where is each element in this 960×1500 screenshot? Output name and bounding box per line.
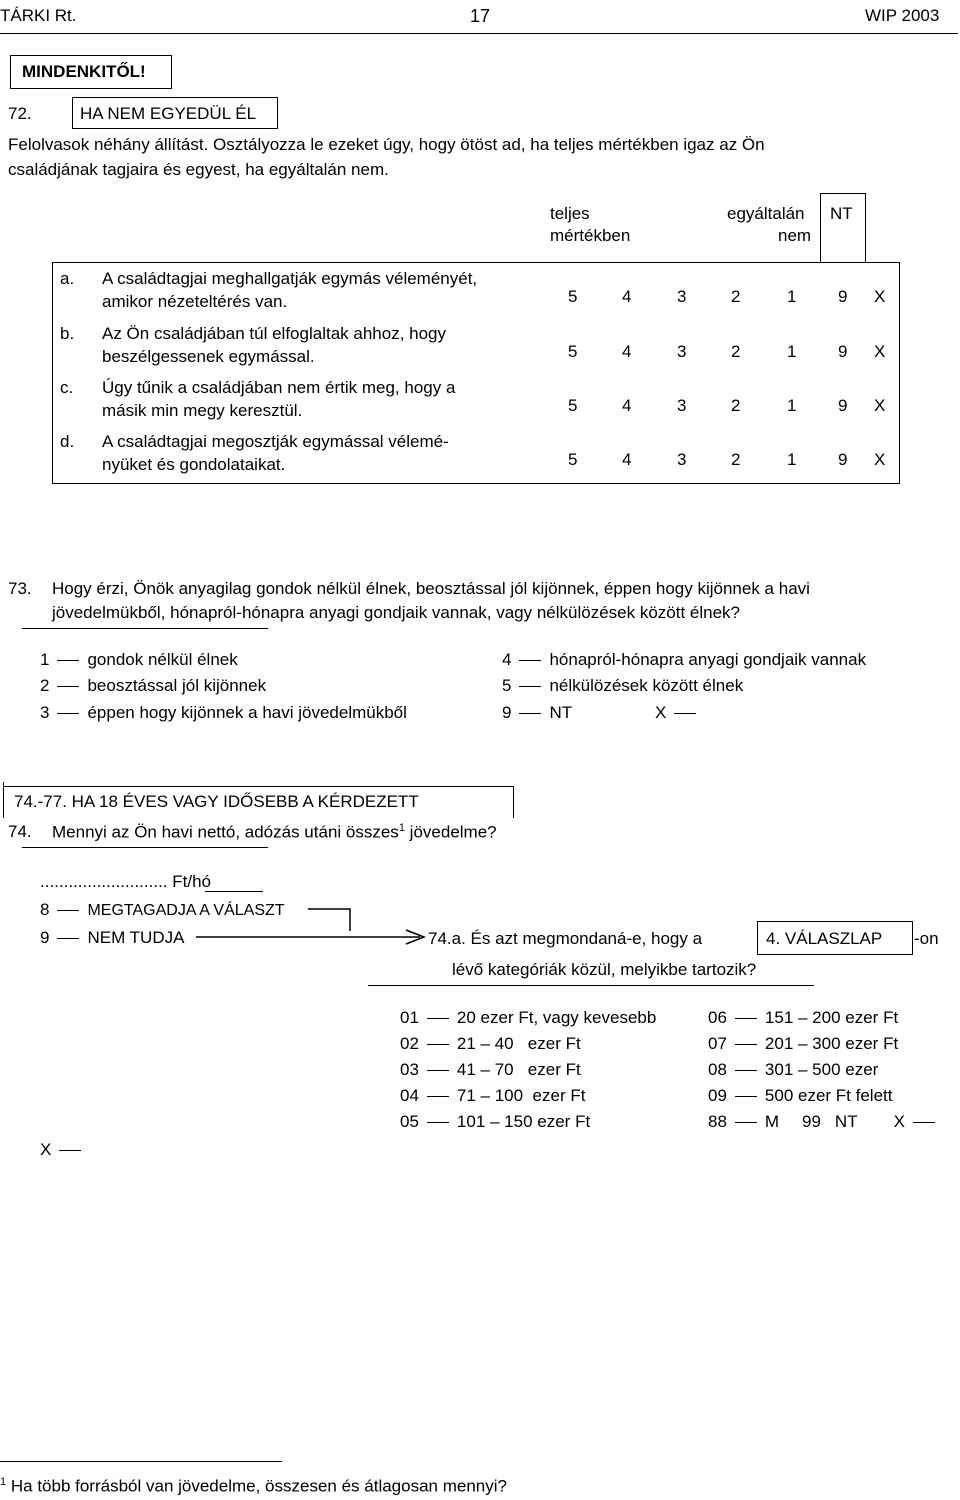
q74-category-code: 09 <box>708 1086 727 1105</box>
q72-answer-code: 4 <box>622 287 632 306</box>
q74-category-code: 03 <box>400 1060 419 1079</box>
q74-category-code: 01 <box>400 1008 419 1027</box>
page-number: 17 <box>470 6 491 26</box>
q74-category-dash <box>735 1018 757 1019</box>
q74-opt8-code: 8 <box>40 900 50 919</box>
q74-category-label: M <box>764 1112 780 1131</box>
q74-category-dash <box>735 1122 757 1123</box>
q74-cat-nt: NT <box>834 1112 858 1131</box>
q72-item-letter: b. <box>60 324 75 343</box>
q74-category <box>400 1034 581 1054</box>
q72-answer-code: 1 <box>787 396 797 415</box>
q72-answer-code: 9 <box>838 342 848 361</box>
scale-right-label-2: nem <box>778 226 812 245</box>
q74-question-end: jövedelme? <box>409 822 497 842</box>
q72-answer-code: 5 <box>568 287 578 306</box>
q74-category-label: 20 ezer Ft, vagy kevesebb <box>456 1008 657 1027</box>
q74a-underline <box>368 985 814 986</box>
q74-opt9-label: NEM TUDJA <box>87 928 185 947</box>
q72-answer-code: X <box>874 396 886 415</box>
q73-line1: Hogy érzi, Önök anyagilag gondok nélkül élnek, beosztással jól kijönnek, éppen hogy kijönnek a havi <box>52 579 810 598</box>
q74-cat-x-dash <box>913 1122 935 1123</box>
q72-item-text-line1: A családtagjai megosztják egymással vélemé- <box>102 432 449 451</box>
footnote-text: Ha több forrásból van jövedelme, összesen és átlagosan mennyi? <box>10 1476 507 1496</box>
q74-opt9-code: 9 <box>40 928 50 947</box>
q74-x-label: X <box>40 1140 52 1159</box>
q72-item-letter: d. <box>60 432 75 451</box>
q73-line2: jövedelmükből, hónapról-hónapra anyagi gondjaik vannak, vagy nélkülözések között élnek? <box>52 603 741 622</box>
footnote-rule <box>0 1461 282 1462</box>
q74-category-label: 500 ezer Ft felett <box>764 1086 893 1105</box>
q74-number: 74. <box>8 822 32 841</box>
q72-item-text-line2: nyüket és gondolataikat. <box>102 455 286 474</box>
q73-option-code: 3 <box>40 703 50 722</box>
q72-answer-code: X <box>874 450 886 469</box>
q74-category-dash <box>427 1070 449 1071</box>
q73-option-code: 2 <box>40 676 50 695</box>
q72-answer-code: 1 <box>787 450 797 469</box>
q74-category-label: 71 – 100 ezer Ft <box>456 1086 586 1105</box>
q74a-card-label: 4. VÁLASZLAP <box>766 929 883 948</box>
q74-category-dash <box>427 1044 449 1045</box>
q72-answer-code: 2 <box>731 342 741 361</box>
q74-category-dash <box>735 1096 757 1097</box>
q74-category-code: 08 <box>708 1060 727 1079</box>
q72-item-letter: a. <box>60 269 75 288</box>
q74-amount-blank: ........................... <box>40 872 168 891</box>
q72-intro-line2: családjának tagjaira és egyest, ha egyáltalán nem. <box>8 160 389 179</box>
q72-item-text-line1: A családtagjai meghallgatják egymás véleményét, <box>102 269 478 288</box>
header-right: WIP 2003 <box>865 6 940 25</box>
q72-answer-code: 9 <box>838 287 848 306</box>
q74-category <box>708 1060 878 1080</box>
q72-answer-code: 9 <box>838 396 848 415</box>
q72-item-letter: c. <box>60 378 74 397</box>
q72-answer-code: 4 <box>622 450 632 469</box>
q74-cat-99: 99 <box>802 1112 821 1131</box>
q72-answer-code: 2 <box>731 450 741 469</box>
q72-answer-code: 1 <box>787 342 797 361</box>
q73-option-label: NT <box>549 703 573 722</box>
q73-option-code: 1 <box>40 650 50 669</box>
q72-filter: HA NEM EGYEDÜL ÉL <box>80 104 257 123</box>
q72-answer-code: 1 <box>787 287 797 306</box>
q73-option-code: 9 <box>502 703 512 722</box>
q72-answer-code: 2 <box>731 396 741 415</box>
q74-category-label: 301 – 500 ezer <box>764 1060 879 1079</box>
q74-question-text: Mennyi az Ön havi nettó, adózás utáni összes <box>52 822 399 842</box>
q72-item-text-line2: beszélgessenek egymással. <box>102 347 315 366</box>
q73-option-label: beosztással jól kijönnek <box>87 676 267 695</box>
q74-category-label: 41 – 70 ezer Ft <box>456 1060 581 1079</box>
q74-category-code: 88 <box>708 1112 727 1131</box>
q72-intro-line1: Felolvasok néhány állítást. Osztályozza le ezeket úgy, hogy ötöst ad, ha teljes mértékben igaz az Ön <box>8 135 765 154</box>
q72-item-text-line2: másik min megy keresztül. <box>102 401 303 420</box>
q74-category-label: 21 – 40 ezer Ft <box>456 1034 581 1053</box>
q74-category <box>400 1112 590 1132</box>
q74-cat-x: X <box>893 1112 905 1131</box>
q74-amount-unit: Ft/hó <box>172 872 212 891</box>
q74-category-label: 101 – 150 ezer Ft <box>456 1112 591 1131</box>
q74a-followup: 74.a. És azt megmondaná-e, hogy a <box>428 929 703 948</box>
q74-category <box>400 1060 581 1080</box>
q72-item-text-line1: Úgy tűnik a családjában nem értik meg, hogy a <box>102 378 456 397</box>
q72-item-text-line1: Az Ön családjában túl elfoglaltak ahhoz, hogy <box>102 324 447 343</box>
q73-option-label: gondok nélkül élnek <box>87 650 238 669</box>
q72-answer-code: 9 <box>838 450 848 469</box>
q72-answer-code: 3 <box>677 450 687 469</box>
q74-category-code: 02 <box>400 1034 419 1053</box>
q72-answer-code: 3 <box>677 287 687 306</box>
q74-category <box>708 1008 898 1028</box>
q74-category-dash <box>427 1018 449 1019</box>
q72-answer-code: 2 <box>731 287 741 306</box>
q74-category <box>400 1086 585 1106</box>
q72-answer-code: 5 <box>568 342 578 361</box>
q72-answer-code: 5 <box>568 396 578 415</box>
q74-category-dash <box>427 1122 449 1123</box>
q74-footnote-ref: 1 <box>398 822 405 834</box>
q72-item-text-line2: amikor nézeteltérés van. <box>102 292 288 311</box>
q73-option-label: éppen hogy kijönnek a havi jövedelmükből <box>87 703 407 722</box>
q74a-card-suffix: -on <box>914 929 939 948</box>
q74-category-dash <box>735 1070 757 1071</box>
q72-answer-code: X <box>874 287 886 306</box>
scale-right-label-1: egyáltalán <box>727 204 805 223</box>
scale-left-label-2: mértékben <box>550 226 631 245</box>
footnote <box>0 1476 507 1496</box>
q74a-followup-2: lévő kategóriák közül, melyikbe tartozik? <box>452 960 757 979</box>
q72-answer-code: 3 <box>677 342 687 361</box>
scale-left-label-1: teljes <box>550 204 590 223</box>
q74-opt8-label: MEGTAGADJA A VÁLASZT <box>87 902 285 919</box>
q74-category-code: 05 <box>400 1112 419 1131</box>
q73-x-label: X <box>655 703 667 722</box>
footnote-number: 1 <box>0 1476 7 1488</box>
q72-number: 72. <box>8 104 32 123</box>
q74-x-dash <box>59 1150 81 1151</box>
q74-category <box>708 1086 893 1106</box>
q72-answer-code: 4 <box>622 396 632 415</box>
q74-category-code: 07 <box>708 1034 727 1053</box>
q74-category-code: 04 <box>400 1086 419 1105</box>
section-label: MINDENKITŐL! <box>22 62 146 81</box>
q72-answer-code: 5 <box>568 450 578 469</box>
q73-option-code: 5 <box>502 676 512 695</box>
q73-option-code: 4 <box>502 650 512 669</box>
q74-category-label: 201 – 300 ezer Ft <box>764 1034 899 1053</box>
q73-option-label: nélkülözések között élnek <box>549 676 744 695</box>
q72-answer-code: X <box>874 342 886 361</box>
q74-category-label: 151 – 200 ezer Ft <box>764 1008 899 1027</box>
q72-answer-code: 3 <box>677 396 687 415</box>
q74-x-code <box>40 1140 89 1160</box>
q74-category-code: 06 <box>708 1008 727 1027</box>
q72-answer-code: 4 <box>622 342 632 361</box>
scale-nt-label: NT <box>830 204 853 223</box>
q73-option-label: hónapról-hónapra anyagi gondjaik vannak <box>549 650 867 669</box>
q74-category <box>400 1008 656 1028</box>
header-left: TÁRKI Rt. <box>0 6 77 25</box>
q74-category-dash <box>735 1044 757 1045</box>
q74-filter: 74.-77. HA 18 ÉVES VAGY IDŐSEBB A KÉRDEZETT <box>14 792 419 811</box>
q74-category-dash <box>427 1096 449 1097</box>
q74-category <box>708 1034 898 1054</box>
q74-cat-99-nt <box>762 1112 943 1132</box>
q73-number: 73. <box>8 579 32 598</box>
